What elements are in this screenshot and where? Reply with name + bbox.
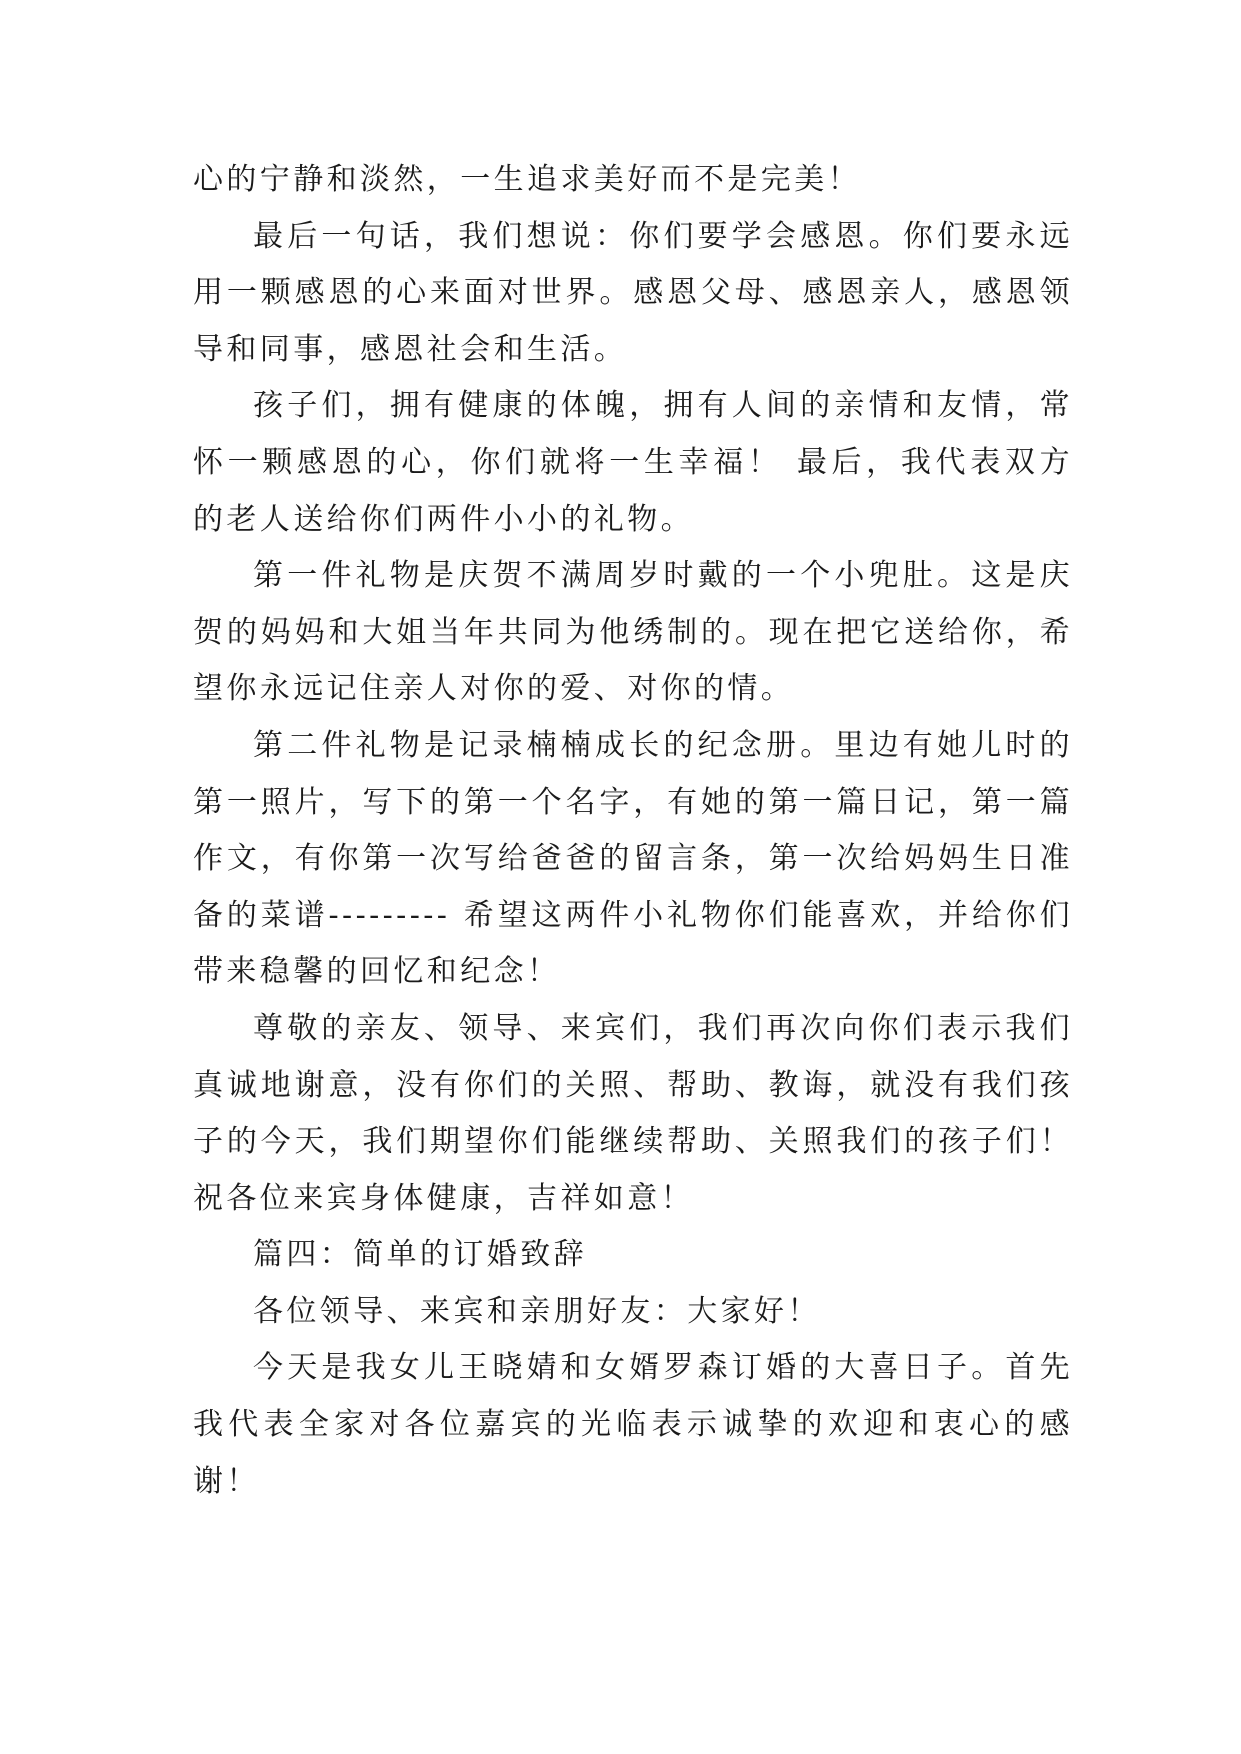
paragraph-1: 心的宁静和淡然，一生追求美好而不是完美！ — [193, 162, 861, 197]
paragraph-4: 第一件礼物是庆贺不满周岁时戴的一个小兜肚。这是庆贺的妈妈和大姐当年共同为他绣制的。现在把它送给你，希望你永远记住亲人对你的爱、对你的情。 — [193, 558, 1073, 707]
document-body — [193, 152, 1073, 1510]
paragraph-5: 第二件礼物是记录楠楠成长的纪念册。里边有她儿时的第一照片，写下的第一个名字，有她的第一篇日记，第一篇作文，有你第一次写给爸爸的留言条，第一次给妈妈生日准备的菜谱--------- 希望这两件小礼物你们能喜欢，并给你们带来稳馨的回忆和纪念！ — [193, 727, 1073, 990]
paragraph-2: 最后一句话，我们想说：你们要学会感恩。你们要永远用一颗感恩的心来面对世界。感恩父母、感恩亲人，感恩领导和同事，感恩社会和生活。 — [193, 218, 1073, 367]
paragraph-3: 孩子们，拥有健康的体魄，拥有人间的亲情和友情，常怀一颗感恩的心，你们就将一生幸福！ 最后，我代表双方的老人送给你们两件小小的礼物。 — [193, 388, 1073, 537]
salutation: 各位领导、来宾和亲朋好友：大家好！ — [253, 1293, 821, 1329]
section-heading: 篇四：简单的订婚致辞 — [253, 1237, 587, 1273]
paragraph-6: 尊敬的亲友、领导、来宾们，我们再次向你们表示我们真诚地谢意，没有你们的关照、帮助、教诲，就没有我们孩子的今天，我们期望你们能继续帮助、关照我们的孩子们！祝各位来宾身体健康，吉祥如意！ — [193, 1010, 1073, 1216]
paragraph-9: 今天是我女儿王晓婧和女婿罗森订婚的大喜日子。首先我代表全家对各位嘉宾的光临表示诚挚的欢迎和衷心的感谢！ — [193, 1350, 1073, 1499]
